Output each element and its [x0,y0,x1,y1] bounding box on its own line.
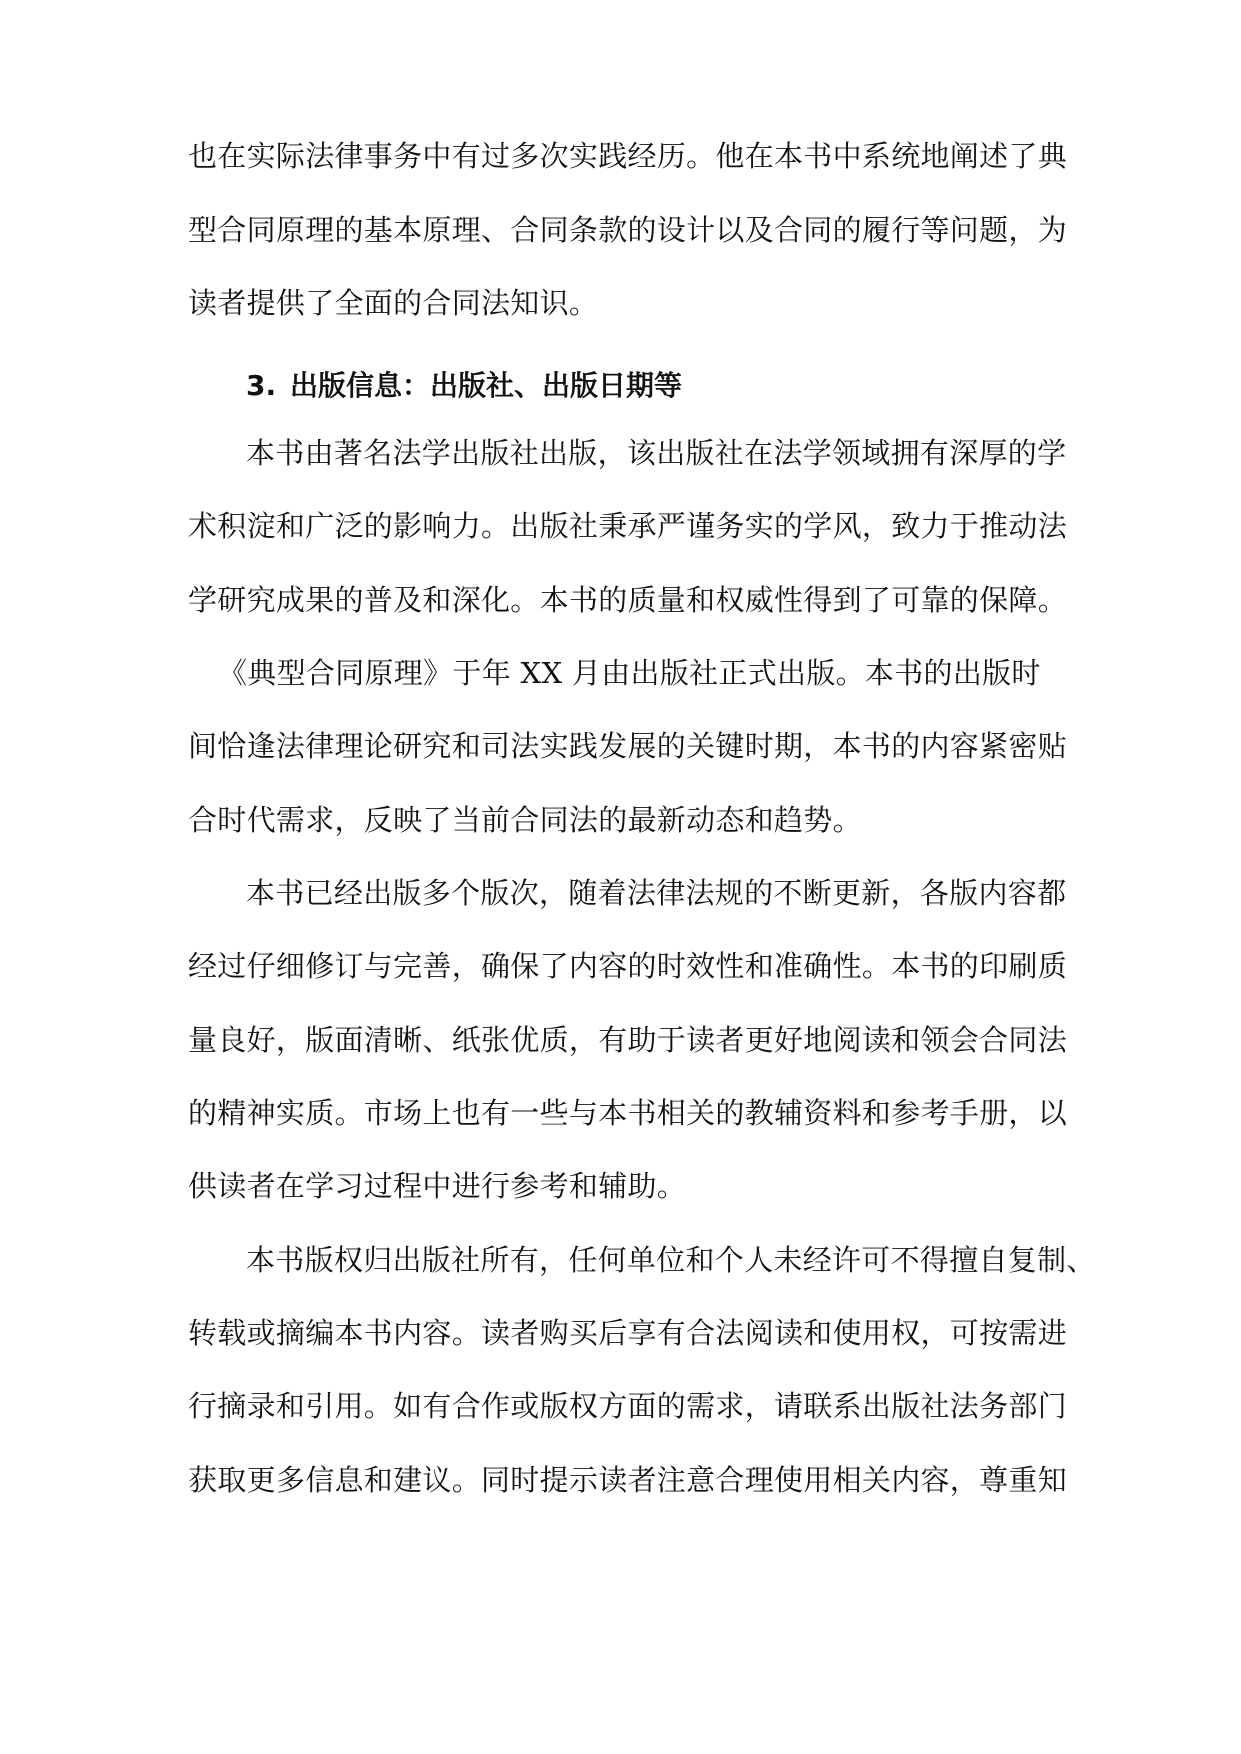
section-heading [246,366,682,406]
text-line: 供读者在学习过程中进行参考和辅助。 [188,1169,687,1203]
text-line: 本书已经出版多个版次，随着法律法规的不断更新，各版内容都 [246,876,1067,910]
text-line: 读者提供了全面的合同法知识。 [188,286,599,320]
text-line: 行摘录和引用。如有合作或版权方面的需求，请联系出版社法务部门 [188,1389,1068,1423]
section-title: 出版信息：出版社、出版日期等 [290,369,683,402]
text-line: 量良好，版面清晰、纸张优质，有助于读者更好地阅读和领会合同法 [188,1023,1068,1057]
text-line: 《典型合同原理》于年 XX 月由出版社正式出版。本书的出版时 [218,656,1041,690]
text-line: 获取更多信息和建议。同时提示读者注意合理使用相关内容，尊重知 [188,1463,1068,1497]
text-line: 本书由著名法学出版社出版，该出版社在法学领域拥有深厚的学 [246,436,1067,470]
section-number: 3. [246,369,277,402]
text-line: 也在实际法律事务中有过多次实践经历。他在本书中系统地阐述了典 [188,139,1068,173]
text-line: 经过仔细修订与完善，确保了内容的时效性和准确性。本书的印刷质 [188,949,1068,983]
text-line: 型合同原理的基本原理、合同条款的设计以及合同的履行等问题，为 [188,213,1068,247]
text-line: 转载或摘编本书内容。读者购买后享有合法阅读和使用权，可按需进 [188,1316,1068,1350]
text-line: 合时代需求，反映了当前合同法的最新动态和趋势。 [188,803,862,837]
text-line: 学研究成果的普及和深化。本书的质量和权威性得到了可靠的保障。 [188,583,1068,617]
text-line: 本书版权归出版社所有，任何单位和个人未经许可不得擅自复制、 [246,1243,1096,1277]
text-line: 间恰逢法律理论研究和司法实践发展的关键时期，本书的内容紧密贴 [188,729,1068,763]
text-line: 术积淀和广泛的影响力。出版社秉承严谨务实的学风，致力于推动法 [188,509,1068,543]
text-line: 的精神实质。市场上也有一些与本书相关的教辅资料和参考手册，以 [188,1096,1068,1130]
